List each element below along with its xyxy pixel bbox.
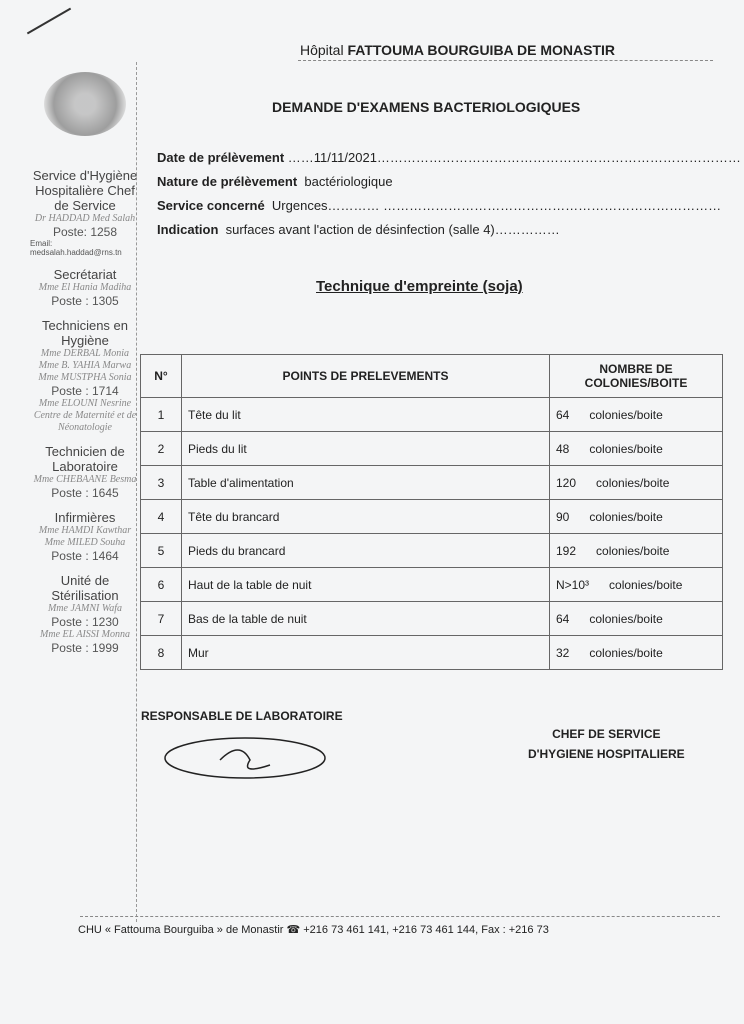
technique-subtitle: Technique d'empreinte (soja)	[316, 278, 523, 295]
hospital-header	[300, 42, 615, 58]
staff-name: Mme HAMDI Kawthar	[38, 525, 132, 536]
chef-service-label	[528, 724, 685, 764]
extension: Poste: 1258	[52, 225, 118, 239]
col-colonies: NOMBRE DE COLONIES/BOITE	[550, 355, 723, 398]
table-row	[141, 602, 723, 636]
row-value	[550, 432, 723, 466]
staff-name: Mme JAMNI Wafa	[47, 603, 123, 614]
row-value	[550, 568, 723, 602]
table-row	[141, 534, 723, 568]
section-heading: Unité de Stérilisation	[51, 573, 119, 603]
table-row	[141, 568, 723, 602]
colony-count: 32	[556, 645, 570, 660]
field-service	[157, 194, 741, 218]
unit: colonies/boite	[589, 441, 663, 456]
chef-line-1: CHEF DE SERVICE	[552, 727, 661, 741]
unit: colonies/boite	[589, 509, 663, 524]
staff-name: Mme El Hania Madiha	[38, 282, 132, 293]
field-indication	[157, 218, 741, 242]
row-point: Tête du lit	[182, 398, 550, 432]
row-value	[550, 398, 723, 432]
row-point: Pieds du lit	[182, 432, 550, 466]
colony-count: 64	[556, 407, 570, 422]
row-value	[550, 500, 723, 534]
row-point: Pieds du brancard	[182, 534, 550, 568]
field-date	[157, 146, 741, 170]
table-row	[141, 398, 723, 432]
label: Indication	[157, 222, 219, 237]
colony-count: N>10³	[556, 577, 590, 592]
extension: Poste : 1230	[51, 615, 119, 629]
footer-contact: CHU « Fattouma Bourguiba » de Monastir ☎ +216 73 461 141, +216 73 461 144, Fax : +216 73	[78, 924, 549, 936]
row-number: 7	[141, 602, 182, 636]
unit: colonies/boite	[589, 645, 663, 660]
staff-name: Mme CHEBAANE Besma	[33, 474, 137, 485]
extension: Poste : 1645	[51, 486, 119, 500]
value: surfaces avant l'action de désinfection (salle 4)……………	[225, 222, 560, 237]
pen-mark	[27, 8, 71, 35]
row-point: Bas de la table de nuit	[182, 602, 550, 636]
email-label: Email:	[30, 239, 53, 248]
field-nature	[157, 170, 741, 194]
row-point: Tête du brancard	[182, 500, 550, 534]
hospital-logo	[44, 72, 126, 136]
staff-name: Mme DERBAL Monia	[40, 348, 130, 359]
header-divider	[298, 60, 713, 61]
staff-name: Mme ELOUNI Nesrine	[38, 398, 132, 409]
table-row	[141, 466, 723, 500]
staff-name: Dr HADDAD Med Salah	[34, 213, 136, 224]
table-row	[141, 432, 723, 466]
colony-count: 64	[556, 611, 570, 626]
sidebar-staff	[30, 158, 140, 655]
colony-count: 48	[556, 441, 570, 456]
row-value	[550, 534, 723, 568]
request-fields	[157, 146, 741, 242]
section-heading: Service d'Hygiène Hospitalière Chef de Service	[32, 168, 138, 213]
unit: colonies/boite	[589, 407, 663, 422]
row-value	[550, 602, 723, 636]
row-number: 4	[141, 500, 182, 534]
colony-count: 192	[556, 543, 577, 558]
unit: colonies/boite	[596, 475, 670, 490]
row-value	[550, 466, 723, 500]
hospital-name: FATTOUMA BOURGUIBA DE MONASTIR	[347, 42, 616, 58]
value: Urgences………… ……………………………………………………………………	[271, 198, 722, 213]
results-table	[140, 354, 723, 670]
staff-name: Mme B. YAHIA Marwa	[38, 360, 132, 371]
section-heading: Technicien de Laboratoire	[45, 444, 125, 474]
staff-name: Mme EL AISSI Monna	[40, 629, 130, 640]
section-heading: Secrétariat	[53, 267, 117, 282]
hospital-prefix: Hôpital	[300, 42, 344, 58]
row-value	[550, 636, 723, 670]
row-point: Mur	[182, 636, 550, 670]
section-heading: Infirmières	[54, 510, 116, 525]
signature	[160, 730, 340, 785]
label: Date de prélèvement	[157, 150, 285, 165]
row-point: Table d'alimentation	[182, 466, 550, 500]
row-number: 2	[141, 432, 182, 466]
extension: Poste : 1464	[51, 549, 119, 563]
row-point: Haut de la table de nuit	[182, 568, 550, 602]
row-number: 1	[141, 398, 182, 432]
label: Service concerné	[157, 198, 265, 213]
chef-line-2: D'HYGIENE HOSPITALIERE	[528, 747, 685, 761]
unit: colonies/boite	[596, 543, 670, 558]
row-number: 3	[141, 466, 182, 500]
email: medsalah.haddad@rns.tn	[30, 248, 122, 257]
value: bactériologique	[304, 174, 393, 189]
document-title: DEMANDE D'EXAMENS BACTERIOLOGIQUES	[272, 99, 581, 115]
unit: colonies/boite	[609, 577, 683, 592]
staff-name: Mme MILED Souha	[44, 537, 126, 548]
row-number: 8	[141, 636, 182, 670]
section-heading: Techniciens en Hygiène	[42, 318, 128, 348]
colony-count: 120	[556, 475, 577, 490]
extension: Poste : 1305	[51, 294, 119, 308]
footer-divider	[80, 916, 720, 917]
label: Nature de prélèvement	[157, 174, 298, 189]
row-number: 5	[141, 534, 182, 568]
lab-responsible-label: RESPONSABLE DE LABORATOIRE	[141, 709, 343, 723]
col-number: N°	[141, 355, 182, 398]
unit: colonies/boite	[589, 611, 663, 626]
extension: Poste : 1714	[51, 384, 119, 398]
col-points: POINTS DE PRELEVEMENTS	[182, 355, 550, 398]
value: ……11/11/2021…………………………………………………………………………	[287, 150, 741, 165]
extension: Poste : 1999	[51, 641, 119, 655]
staff-name: Centre de Maternité et de Néonatologie	[33, 410, 137, 433]
row-number: 6	[141, 568, 182, 602]
colony-count: 90	[556, 509, 570, 524]
table-row	[141, 500, 723, 534]
staff-name: Mme MUSTPHA Sonia	[38, 372, 132, 383]
table-row	[141, 636, 723, 670]
